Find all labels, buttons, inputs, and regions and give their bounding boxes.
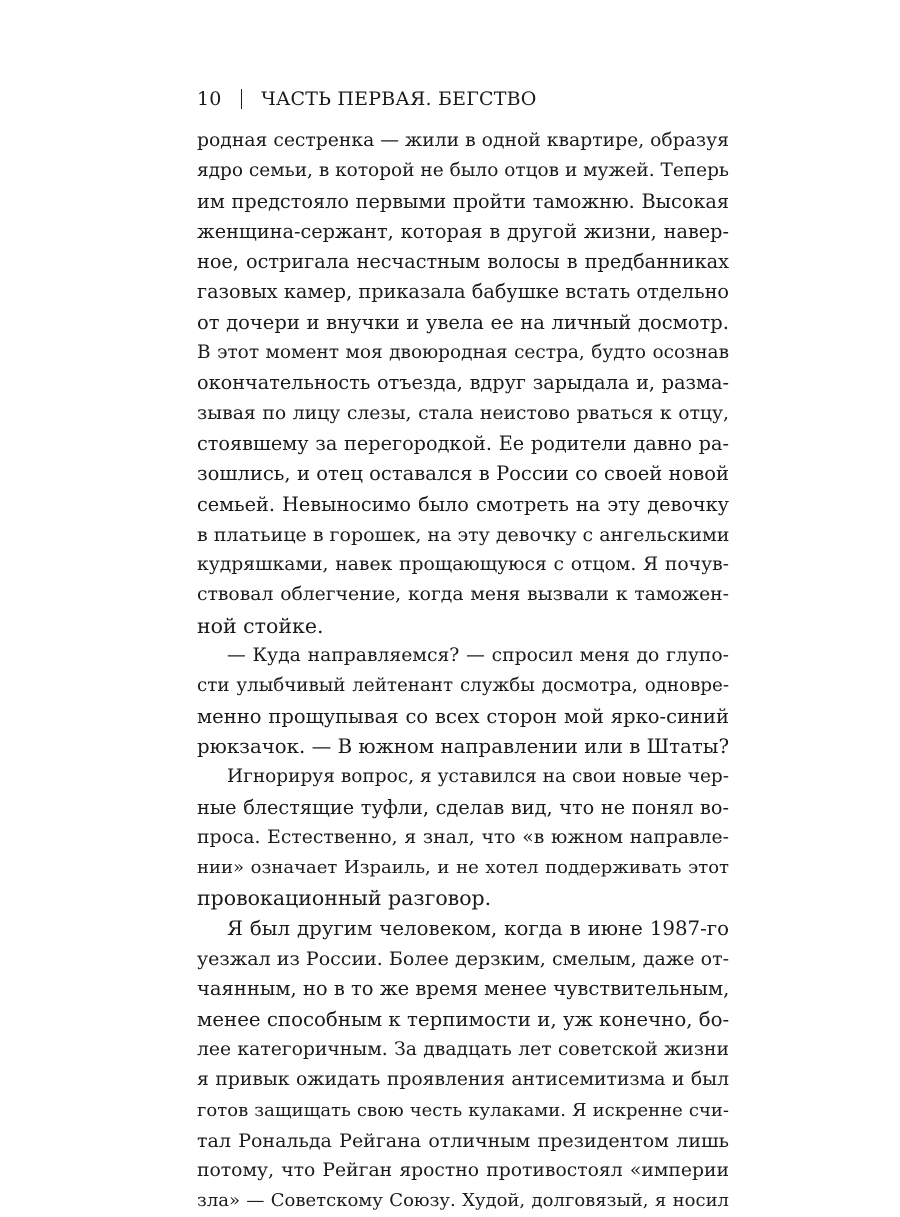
text-line: готов защищать свою честь кулаками. Я искренне счи- <box>197 1099 729 1121</box>
text-line: менно прощупывая со всех сторон мой ярко-синий <box>197 704 729 728</box>
text-line: родная сестренка — жили в одной квартире, образуя <box>197 130 729 151</box>
text-line: женщина-сержант, которая в другой жизни, навер- <box>197 219 729 243</box>
page-number: 10 <box>197 88 222 110</box>
text-line: стоявшему за перегородкой. Ее родители давно ра- <box>197 431 729 455</box>
text-line: окончательность отъезда, вдруг зарыдала и, разма- <box>197 371 729 395</box>
text-line: лее категоричным. За двадцать лет советской жизни <box>197 1038 729 1060</box>
text-line: ное, остригала несчастным волосы в предбанниках <box>197 250 729 274</box>
text-line: семьей. Невыносимо было смотреть на эту девочку <box>197 492 729 516</box>
text-line: кудряшками, навек прощающуюся с отцом. Я почув- <box>197 554 729 576</box>
text-line: чаянным, но в то же время менее чувствительным, <box>197 977 729 1001</box>
text-line: зывая по лицу слезы, стала неистово рваться к отцу, <box>197 402 729 424</box>
text-line: уезжал из России. Более дерзким, смелым, даже от- <box>197 948 729 971</box>
paragraph-start-line: — Куда направляемся? — спросил меня до глупо- <box>227 645 729 667</box>
text-line: ные блестящие туфли, сделав вид, что не понял во- <box>197 795 729 819</box>
paragraph-start-line: Я был другим человеком, когда в июне 1987-го <box>227 916 729 940</box>
text-line: зла» — Советскому Союзу. Худой, долговязый, я носил <box>197 1190 729 1212</box>
page-body <box>197 126 729 1217</box>
text-line: сти улыбчивый лейтенант службы досмотра, одновре- <box>197 675 729 697</box>
running-title: ЧАСТЬ ПЕРВАЯ. БЕГСТВО <box>261 88 537 110</box>
text-line: В этот момент моя двоюродная сестра, будто осознав <box>197 342 729 364</box>
text-line: менее способным к терпимости и, уж конечно, бо- <box>197 1007 729 1031</box>
text-line: потому, что Рейган яростно противостоял «империи <box>197 1160 729 1182</box>
text-line: нии» означает Израиль, и не хотел поддерживать этот <box>197 857 729 879</box>
paragraph-end-line: рюкзачок. — В южном направлении или в Штаты? <box>197 734 729 758</box>
paragraph-start-line: Игнорируя вопрос, я уставился на свои новые чер- <box>227 766 729 788</box>
paragraph-end-line: ной стойке. <box>197 613 324 638</box>
running-header <box>197 86 537 112</box>
paragraph-end-line: провокационный разговор. <box>197 886 492 911</box>
text-line: от дочери и внучки и увела ее на личный досмотр. <box>197 310 729 334</box>
text-line: ядро семьи, в которой не было отцов и мужей. Теперь <box>197 160 729 182</box>
text-line: в платьице в горошек, на эту девочку с ангельскими <box>197 523 729 546</box>
text-line: газовых камер, приказала бабушке встать отдельно <box>197 280 729 304</box>
header-separator <box>241 89 243 109</box>
text-line: зошлись, и отец оставался в России со своей новой <box>197 462 729 486</box>
text-line: ствовал облегчение, когда меня вызвали к таможен- <box>197 584 729 606</box>
text-line: тал Рональда Рейгана отличным президентом лишь <box>197 1129 729 1152</box>
text-line: я привык ожидать проявления антисемитизма и был <box>197 1069 729 1091</box>
text-line: им предстояло первыми пройти таможню. Высокая <box>197 189 729 213</box>
text-line: проса. Естественно, я знал, что «в южном направле- <box>197 826 729 848</box>
